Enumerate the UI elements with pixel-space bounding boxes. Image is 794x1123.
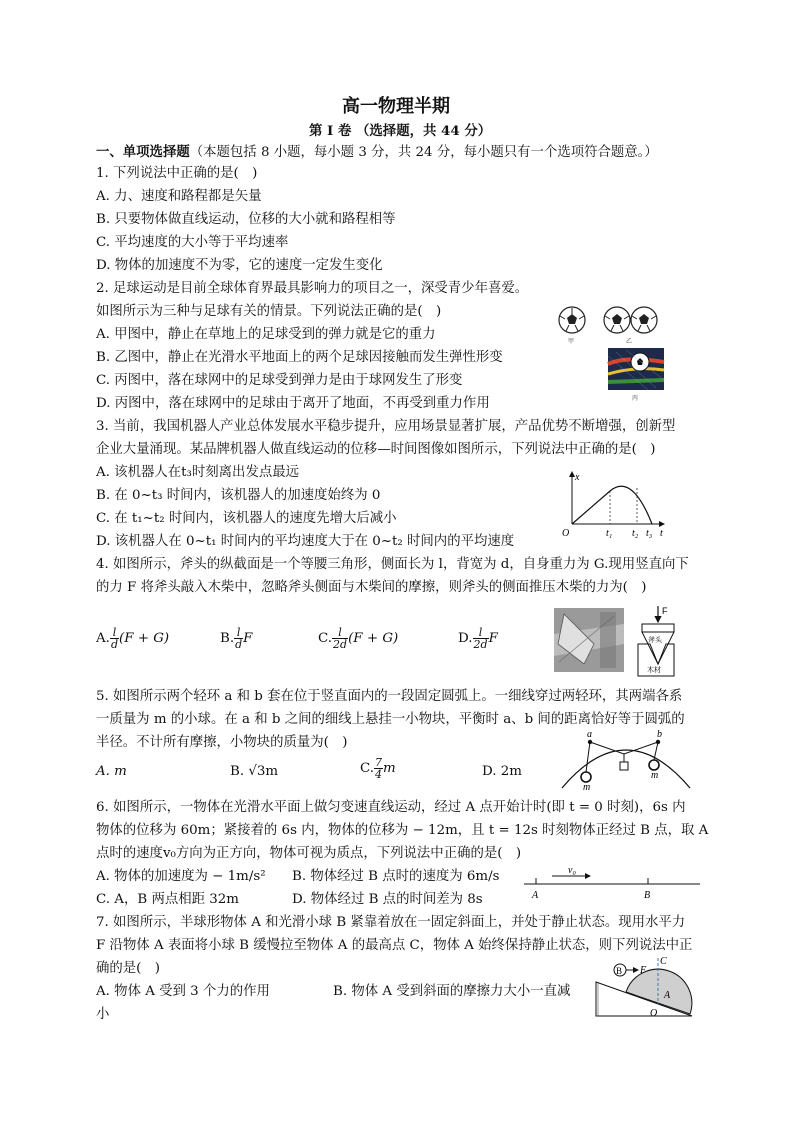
section-heading-line xyxy=(96,142,658,163)
ball-right-label: m xyxy=(651,770,659,781)
section-subtitle: 第 I 卷 （选择题，共 44 分） xyxy=(309,123,492,139)
ball-left-label: m xyxy=(583,782,591,793)
small-block xyxy=(620,762,628,770)
q7-option-a: A. 物体 A 受到 3 个力的作用 xyxy=(96,984,270,999)
q2-option-c: C. 丙图中，落在球网中的足球受到弹力是由于球网发生了形变 xyxy=(96,373,463,388)
q3-option-a: A. 该机器人在t₃时刻离出发点最远 xyxy=(96,465,300,480)
q7-stem-line2: F 沿物体 A 表面将小球 B 缓慢拉至物体 A 的最高点 C，物体 A 始终保持静止状态，则下列说法中正 xyxy=(96,938,693,953)
q1-option-c: C. 平均速度的大小等于平均速率 xyxy=(96,235,289,250)
q5-option-b: B. √3m xyxy=(230,764,279,779)
force-f-label: F xyxy=(640,965,647,976)
ball-left xyxy=(581,772,591,782)
axe-back xyxy=(642,624,674,632)
q3-stem-line2: 企业大量涌现。某品牌机器人做直线运动的位移—时间图像如图所示，下列说法中正确的是( ) xyxy=(96,442,656,457)
point-b-label: B xyxy=(644,890,651,901)
point-a-label: A xyxy=(532,890,539,901)
label-yi: 乙 xyxy=(626,338,633,345)
q1-stem: 1. 下列说法中正确的是( ) xyxy=(96,166,258,181)
section-description: （本题包括 8 小题，每小题 3 分，共 24 分，每小题只有一个选项符合题意。） xyxy=(189,145,658,160)
q6-option-c: C. A，B 两点相距 32m xyxy=(96,892,239,907)
force-label: F xyxy=(662,606,668,616)
q2-option-a: A. 甲图中，静止在草地上的足球受到的弹力就是它的重力 xyxy=(96,327,436,342)
q4-option-b: B. $\frac{l}{d}$ F xyxy=(220,626,253,651)
page-title: 高一物理半期 xyxy=(342,96,450,117)
q3-option-c: C. 在 t₁~t₂ 时间内，该机器人的速度先增大后减小 xyxy=(96,511,397,526)
q7-incline-figure xyxy=(596,954,696,1020)
q1-option-b: B. 只要物体做直线运动，位移的大小就和路程相等 xyxy=(96,212,396,227)
q2-stem-line1: 2. 足球运动是目前全球体育界最具影响力的项目之一，深受青少年喜爱。 xyxy=(96,281,529,296)
soccer-net-photo xyxy=(608,348,664,390)
soccer-ball-jia-icon xyxy=(559,307,585,333)
ball-right xyxy=(649,760,659,770)
v0-label: v₀ xyxy=(568,865,576,876)
section-heading: 一、单项选择题 xyxy=(96,144,190,160)
q3-xt-graph xyxy=(560,468,670,540)
axe-label: 斧头 xyxy=(648,636,662,644)
graph-origin: O xyxy=(562,528,570,539)
tick-t1: t₁ xyxy=(606,528,613,539)
q5-option-a: A. m xyxy=(96,764,127,779)
q4-option-c: C. $\frac{l}{2d}$ (F + G) xyxy=(318,626,399,651)
point-o-label: O xyxy=(650,1008,658,1019)
q2-soccer-figure xyxy=(556,304,666,408)
soccer-ball-yi-right-icon xyxy=(631,307,657,333)
q5-arc-figure xyxy=(560,728,692,793)
q4-stem-line2: 的力 F 将斧头敲入木柴中，忽略斧头侧面与木柴间的摩擦，则斧头的侧面推压木柴的力为( ) xyxy=(96,580,647,595)
q7-option-b: B. 物体 A 受到斜面的摩擦力大小一直减 xyxy=(333,984,571,999)
graph-x-label: t xyxy=(660,528,663,539)
label-bing: 丙 xyxy=(632,395,639,402)
q6-stem-line1: 6. 如图所示，一物体在光滑水平面上做匀变速直线运动，经过 A 点开始计时(即 t = 0 时刻)，6s 内 xyxy=(96,800,686,815)
q4-stem-line1: 4. 如图所示，斧头的纵截面是一个等腰三角形，侧面长为 l，背宽为 d，自身重力为 G.现用竖直向下 xyxy=(96,557,689,572)
q5-stem-line3: 半径。不计所有摩擦，小物块的质量为( ) xyxy=(96,735,348,750)
q2-stem-line2: 如图所示为三种与足球有关的情景。下列说法正确的是( ) xyxy=(96,304,442,319)
label-jia: 甲 xyxy=(568,338,575,345)
q5-option-c: C. $\frac{7}{4}$ m xyxy=(360,756,396,781)
q3-option-b: B. 在 0~t₃ 时间内，该机器人的加速度始终为 0 xyxy=(96,488,381,503)
body-a-label: A xyxy=(664,990,671,1001)
q5-stem-line1: 5. 如图所示两个轻环 a 和 b 套在位于竖直面内的一段固定圆弧上。一细线穿过两轻环，其两端各系 xyxy=(96,689,683,704)
q6-stem-line2: 物体的位移为 60m；紧接着的 6s 内，物体的位移为 − 12m，且 t = 12s 时刻物体正经过 B 点，取 A xyxy=(96,823,709,838)
q3-option-d: D. 该机器人在 0~t₁ 时间内的平均速度大于在 0~t₂ 时间内的平均速度 xyxy=(96,534,515,549)
q5-stem-line2: 一质量为 m 的小球。在 a 和 b 之间的细线上悬挂一小物块，平衡时 a、b 间的距离恰好等于圆弧的 xyxy=(96,712,685,727)
q3-stem-line1: 3. 当前，我国机器人产业总体发展水平稳步提升，应用场景显著扩展，产品优势不断增强，创新型 xyxy=(96,419,676,434)
q6-option-b: B. 物体经过 B 点时的速度为 6m/s xyxy=(292,869,500,884)
q6-option-a: A. 物体的加速度为 − 1m/s² xyxy=(96,869,266,884)
q6-option-d: D. 物体经过 B 点的时间差为 8s xyxy=(292,892,483,907)
q2-option-b: B. 乙图中，静止在光滑水平地面上的两个足球因接触而发生弹性形变 xyxy=(96,350,503,365)
q7-option-b-continuation: 小 xyxy=(96,1007,110,1022)
ring-a-label: a xyxy=(587,729,592,740)
q7-stem-line1: 7. 如图所示，半球形物体 A 和光滑小球 B 紧靠着放在一固定斜面上，并处于静止状态。现用水平力 xyxy=(96,915,686,930)
point-c-label: C xyxy=(660,956,667,967)
q4-option-a: A. $\frac{l}{d}$ (F + G) xyxy=(96,626,170,651)
q1-option-d: D. 物体的加速度不为零，它的速度一定发生变化 xyxy=(96,258,383,273)
tick-t3: t₃ xyxy=(646,528,653,539)
q4-option-d: D. $\frac{l}{2d}$ F xyxy=(458,626,498,651)
q6-stem-line3: 点时的速度v₀方向为正方向，物体可视为质点，下列说法中正确的是( ) xyxy=(96,846,522,861)
q2-option-d: D. 丙图中，落在球网中的足球由于离开了地面，不再受到重力作用 xyxy=(96,396,490,411)
ring-b-label: b xyxy=(657,729,662,740)
tick-t2: t₂ xyxy=(632,528,639,539)
q1-option-a: A. 力、速度和路程都是矢量 xyxy=(96,189,262,204)
q4-axe-figure xyxy=(554,604,674,678)
soccer-ball-yi-left-icon xyxy=(604,307,630,333)
q7-stem-line3: 确的是( ) xyxy=(96,961,161,976)
wood-label: 木材 xyxy=(647,666,661,674)
ball-b-label: B xyxy=(616,966,623,976)
q5-option-d: D. 2m xyxy=(482,764,522,779)
xt-curve xyxy=(572,486,652,524)
q6-line-figure xyxy=(524,864,700,904)
axe-photo xyxy=(554,608,624,672)
graph-y-label: x xyxy=(575,472,580,483)
